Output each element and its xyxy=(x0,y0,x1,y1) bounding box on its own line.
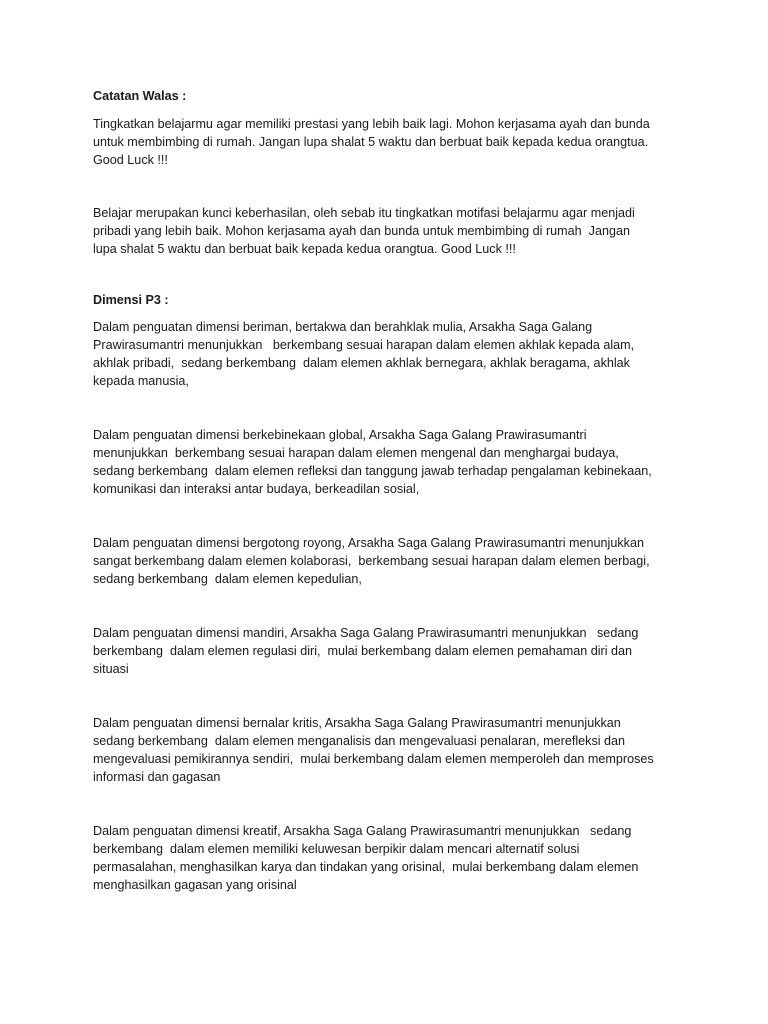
text-line: Good Luck !!! xyxy=(93,153,168,167)
text-line: kepada manusia, xyxy=(93,374,189,388)
text-line: permasalahan, menghasilkan karya dan tindakan yang orisinal, mulai berkembang dalam elemen xyxy=(93,860,639,874)
text-line: berkembang dalam elemen memiliki keluwesan berpikir dalam mencari alternatif solusi xyxy=(93,842,580,856)
text-line: Tingkatkan belajarmu agar memiliki prestasi yang lebih baik lagi. Mohon kerjasama ayah dan bunda xyxy=(93,117,650,131)
text-line: pribadi yang lebih baik. Mohon kerjasama ayah dan bunda untuk membimbing di rumah Jangan xyxy=(93,224,630,238)
text-line: Dalam penguatan dimensi kreatif, Arsakha Saga Galang Prawirasumantri menunjukkan sedang xyxy=(93,824,632,838)
dimensi-beriman-paragraph xyxy=(93,318,688,390)
text-line: berkembang dalam elemen regulasi diri, mulai berkembang dalam elemen pemahaman diri dan xyxy=(93,644,633,658)
text-line: Belajar merupakan kunci keberhasilan, oleh sebab itu tingkatkan motifasi belajarmu agar menjadi xyxy=(93,206,635,220)
dimensi-p3-heading: Dimensi P3 : xyxy=(93,293,169,307)
text-line: komunikasi dan interaksi antar budaya, berkeadilan sosial, xyxy=(93,482,420,496)
text-line: untuk membimbing di rumah. Jangan lupa shalat 5 waktu dan berbuat baik kepada kedua orangtua. xyxy=(93,135,649,149)
text-line: mengevaluasi pemikirannya sendiri, mulai berkembang dalam elemen memperoleh dan memproses xyxy=(93,752,654,766)
catatan-walas-paragraph-1 xyxy=(93,115,688,169)
dimensi-bernalar-kritis-paragraph xyxy=(93,714,688,786)
text-line: Dalam penguatan dimensi mandiri, Arsakha Saga Galang Prawirasumantri menunjukkan sedang xyxy=(93,626,639,640)
catatan-walas-paragraph-2 xyxy=(93,204,688,258)
text-line: situasi xyxy=(93,662,129,676)
text-line: akhlak pribadi, sedang berkembang dalam elemen akhlak bernegara, akhlak beragama, akhlak xyxy=(93,356,630,370)
text-line: sedang berkembang dalam elemen kepedulian, xyxy=(93,572,362,586)
text-line: Prawirasumantri menunjukkan berkembang sesuai harapan dalam elemen akhlak kepada alam, xyxy=(93,338,635,352)
dimensi-mandiri-paragraph xyxy=(93,624,688,678)
text-line: Dalam penguatan dimensi bergotong royong, Arsakha Saga Galang Prawirasumantri menunjukkan xyxy=(93,536,644,550)
text-line: Dalam penguatan dimensi beriman, bertakwa dan berahklak mulia, Arsakha Saga Galang xyxy=(93,320,593,334)
text-line: menunjukkan berkembang sesuai harapan dalam elemen mengenal dan menghargai budaya, xyxy=(93,446,619,460)
text-line: sedang berkembang dalam elemen menganalisis dan mengevaluasi penalaran, merefleksi dan xyxy=(93,734,626,748)
text-line: sedang berkembang dalam elemen refleksi dan tanggung jawab terhadap pengalaman kebinekaan, xyxy=(93,464,652,478)
text-line: informasi dan gagasan xyxy=(93,770,221,784)
dimensi-gotong-royong-paragraph xyxy=(93,534,688,588)
text-line: menghasilkan gagasan yang orisinal xyxy=(93,878,297,892)
dimensi-kreatif-paragraph xyxy=(93,822,688,894)
text-line: Dalam penguatan dimensi berkebinekaan global, Arsakha Saga Galang Prawirasumantri xyxy=(93,428,587,442)
catatan-walas-heading: Catatan Walas : xyxy=(93,89,187,103)
text-line: sangat berkembang dalam elemen kolaborasi, berkembang sesuai harapan dalam elemen berbagi, xyxy=(93,554,650,568)
dimensi-kebinekaan-paragraph xyxy=(93,426,688,498)
text-line: Dalam penguatan dimensi bernalar kritis, Arsakha Saga Galang Prawirasumantri menunjukkan xyxy=(93,716,621,730)
text-line: lupa shalat 5 waktu dan berbuat baik kepada kedua orangtua. Good Luck !!! xyxy=(93,242,516,256)
